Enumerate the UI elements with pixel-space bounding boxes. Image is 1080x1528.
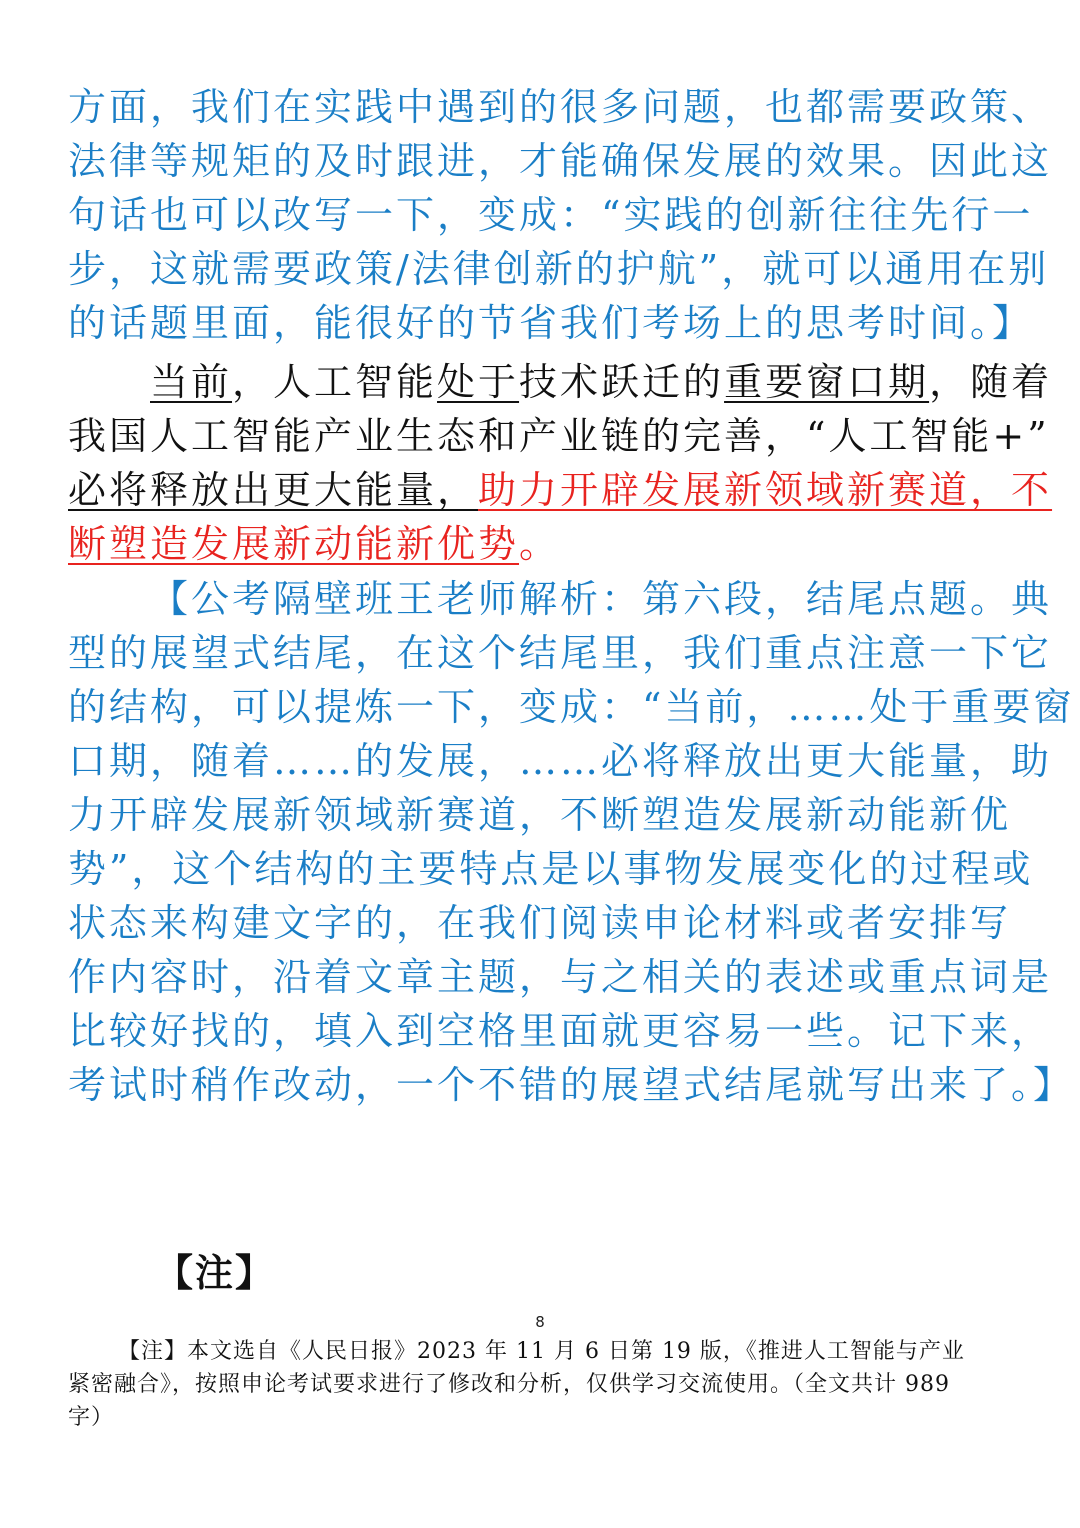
main-line-3 [68, 463, 1053, 517]
analysis-line: 的结构，可以提炼一下，变成：“当前，……处于重要窗 [68, 685, 1075, 729]
main-line-4 [68, 517, 1018, 571]
underlined-phrase: 必将释放出更大能量 [68, 468, 438, 512]
underlined-phrase: 当前 [150, 360, 233, 404]
plain-phrase: 技术跃迁的 [519, 360, 725, 404]
main-line-1 [68, 355, 1053, 409]
analysis-line: 的话题里面，能很好的节省我们考场上的思考时间。】 [68, 301, 1034, 345]
underlined-phrase: 处于 [437, 360, 520, 404]
page-number: 8 [535, 1313, 545, 1331]
analysis-line: 力开辟发展新领域新赛道，不断塑造发展新动能新优 [68, 793, 1012, 837]
footnote [68, 1335, 1028, 1434]
analysis-line: 句话也可以改写一下，变成：“实践的创新往往先行一 [68, 193, 1034, 237]
highlighted-phrase: 助力开辟发展新领域新赛道，不 [478, 468, 1053, 512]
analysis-line: 口期，随着……的发展，……必将释放出更大能量，助 [68, 739, 1053, 783]
footnote-line: 【注】本文选自《人民日报》2023 年 11 月 6 日第 19 版，《推进人工智能与产业 [118, 1339, 965, 1364]
main-paragraph [68, 355, 1053, 571]
analysis-line: 方面，我们在实践中遇到的很多问题，也都需要政策、 [68, 85, 1053, 129]
footnote-line: 字） [68, 1405, 115, 1430]
analysis-continued [68, 80, 1053, 350]
plain-phrase: ，随着 [929, 360, 1053, 404]
analysis-line: 状态来构建文字的，在我们阅读申论材料或者安排写 [68, 901, 1012, 945]
plain-phrase: ， [437, 468, 479, 512]
analysis-line: 比较好找的，填入到空格里面就更容易一些。记下来， [68, 1009, 1053, 1053]
analysis-line: 作内容时，沿着文章主题，与之相关的表述或重点词是 [68, 955, 1053, 999]
highlighted-phrase: 断塑造发展新动能新优势 [68, 522, 520, 566]
analysis-line: 势”，这个结构的主要特点是以事物发展变化的过程或 [68, 847, 1034, 891]
analysis-line: 考试时稍作改动，一个不错的展望式结尾就写出来了。】 [68, 1063, 1075, 1107]
note-heading: 【注】 [155, 1250, 276, 1295]
analysis-line: 步，这就需要政策/法律创新的护航”，就可以通用在别 [68, 247, 1050, 291]
analysis-sixth-paragraph [68, 572, 1075, 1112]
underlined-phrase: 重要窗口期 [724, 360, 930, 404]
main-line-2: 我国人工智能产业生态和产业链的完善，“人工智能+” [68, 414, 1050, 458]
analysis-line: 型的展望式结尾，在这个结尾里，我们重点注意一下它 [68, 631, 1053, 675]
footnote-line: 紧密融合》，按照申论考试要求进行了修改和分析，仅供学习交流使用。（全文共计 989 [68, 1372, 950, 1397]
plain-phrase: 。 [519, 522, 561, 566]
plain-phrase: ，人工智能 [232, 360, 438, 404]
analysis-line: 【公考隔壁班王老师解析：第六段，结尾点题。典 [150, 577, 1053, 621]
analysis-line: 法律等规矩的及时跟进，才能确保发展的效果。因此这 [68, 139, 1053, 183]
